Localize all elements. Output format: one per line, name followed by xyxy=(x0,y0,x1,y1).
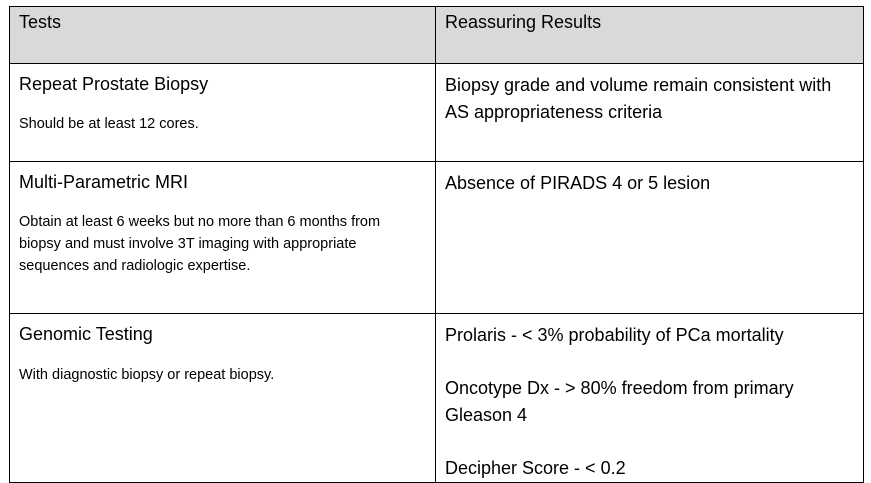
test-name: Genomic Testing xyxy=(19,324,153,344)
header-tests: Tests xyxy=(10,7,436,64)
result-text-prolaris: Prolaris - < 3% probability of PCa mortality xyxy=(445,325,784,345)
result-cell xyxy=(436,64,864,162)
table-row xyxy=(10,314,864,483)
test-cell xyxy=(10,314,436,483)
result-text-oncotype: Oncotype Dx - > 80% freedom from primary Gleason 4 xyxy=(445,378,794,425)
header-reassuring-results: Reassuring Results xyxy=(436,7,864,64)
surveillance-tests-table-container xyxy=(9,6,864,483)
test-note: Obtain at least 6 weeks but no more than 6 months from biopsy and must involve 3T imaging with appropriate sequences and radiologic expertise. xyxy=(19,214,381,274)
test-name: Repeat Prostate Biopsy xyxy=(19,74,209,94)
result-cell xyxy=(436,314,864,483)
result-text: Absence of PIRADS 4 or 5 lesion xyxy=(445,173,711,193)
table-row xyxy=(10,64,864,162)
test-cell xyxy=(10,64,436,162)
table-header-row xyxy=(10,7,864,64)
result-cell xyxy=(436,162,864,314)
result-text: Biopsy grade and volume remain consistent with AS appropriateness criteria xyxy=(445,75,832,122)
test-note: With diagnostic biopsy or repeat biopsy. xyxy=(19,367,275,383)
test-cell xyxy=(10,162,436,314)
table-row xyxy=(10,162,864,314)
test-name: Multi-Parametric MRI xyxy=(19,172,189,192)
test-note: Should be at least 12 cores. xyxy=(19,116,199,132)
result-text-decipher: Decipher Score - < 0.2 xyxy=(445,458,626,478)
surveillance-tests-table xyxy=(9,6,864,483)
